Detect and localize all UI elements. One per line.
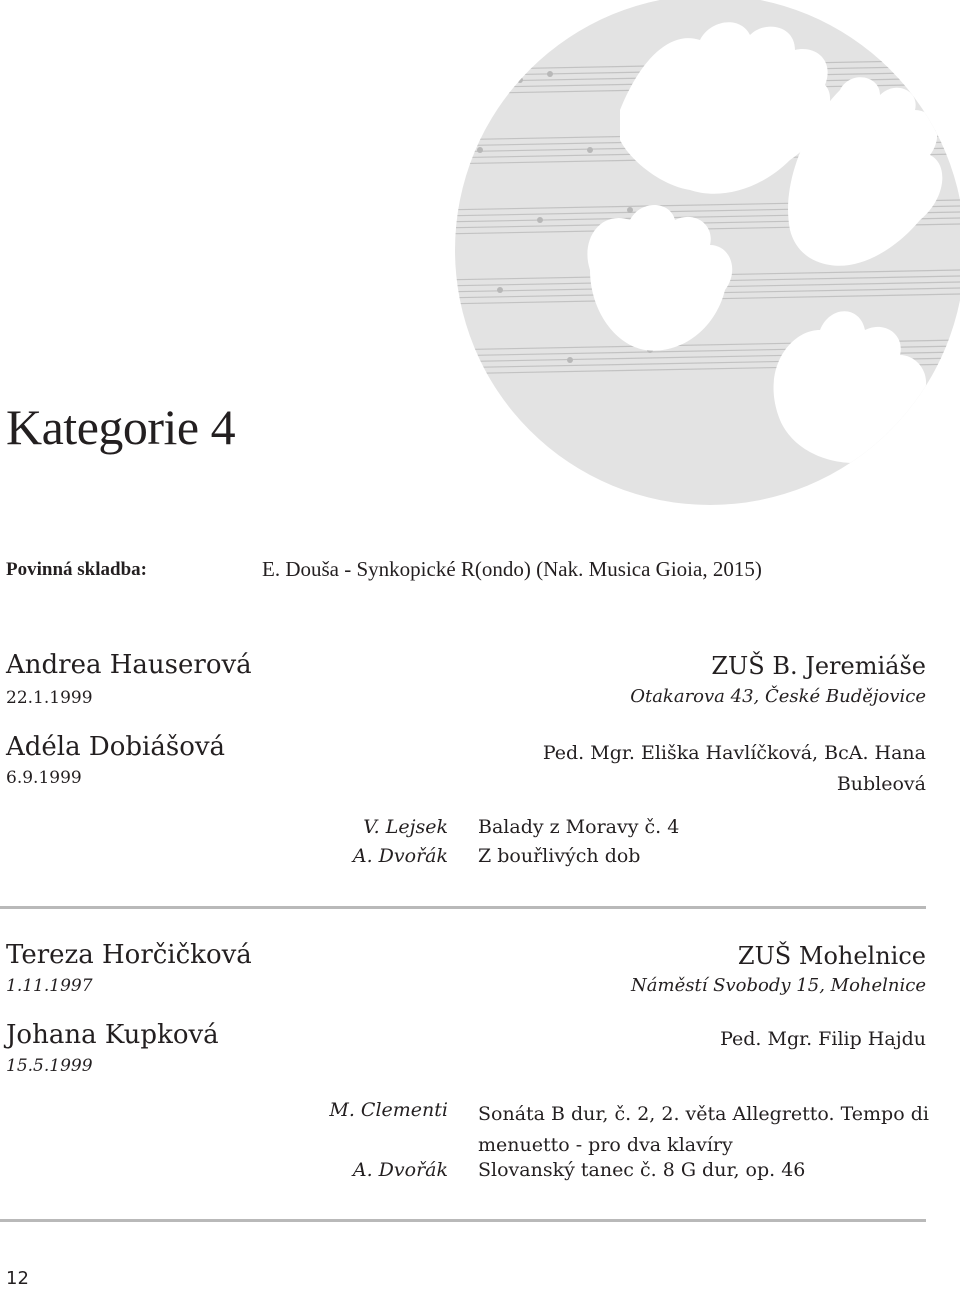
composer: A. Dvořák [352, 845, 448, 867]
page-number: 12 [6, 1268, 29, 1289]
student-name: Adéla Dobiášová [6, 732, 226, 762]
piece-title: Z bouřlivých dob [478, 845, 641, 867]
teacher: Ped. Mgr. Eliška Havlíčková, BcA. Hana Bubleová [542, 742, 926, 795]
divider [0, 906, 926, 909]
teacher: Ped. Mgr. Filip Hajdu [720, 1028, 926, 1050]
student-date: 6.9.1999 [6, 768, 82, 788]
page-title: Kategorie 4 [6, 399, 236, 455]
composer: V. Lejsek [363, 816, 448, 838]
school-address: Náměstí Svobody 15, Mohelnice [631, 975, 926, 996]
student-name: Andrea Hauserová [6, 650, 252, 680]
divider [0, 1219, 926, 1222]
required-piece-label: Povinná skladba: [6, 559, 147, 580]
school-name: ZUŠ B. Jeremiáše [711, 652, 926, 680]
piece-title: Slovanský tanec č. 8 G dur, op. 46 [478, 1159, 806, 1181]
piece-title: Balady z Moravy č. 4 [478, 816, 680, 838]
student-date: 1.11.1997 [6, 976, 93, 996]
student-name: Johana Kupková [6, 1020, 219, 1050]
required-piece-value: E. Douša - Synkopické R(ondo) (Nak. Musica Gioia, 2015) [262, 557, 762, 581]
composer: A. Dvořák [352, 1159, 448, 1181]
student-name: Tereza Horčičková [6, 940, 252, 970]
school-name: ZUŠ Mohelnice [737, 942, 926, 970]
school-address: Otakarova 43, České Budějovice [630, 686, 926, 707]
composer: M. Clementi [329, 1099, 448, 1121]
student-date: 22.1.1999 [6, 688, 93, 708]
music-hands-logo [440, 0, 960, 520]
student-date: 15.5.1999 [6, 1056, 93, 1076]
piece-title: Sonáta B dur, č. 2, 2. věta Allegretto. Tempo di menuetto - pro dva klavíry [478, 1103, 929, 1156]
